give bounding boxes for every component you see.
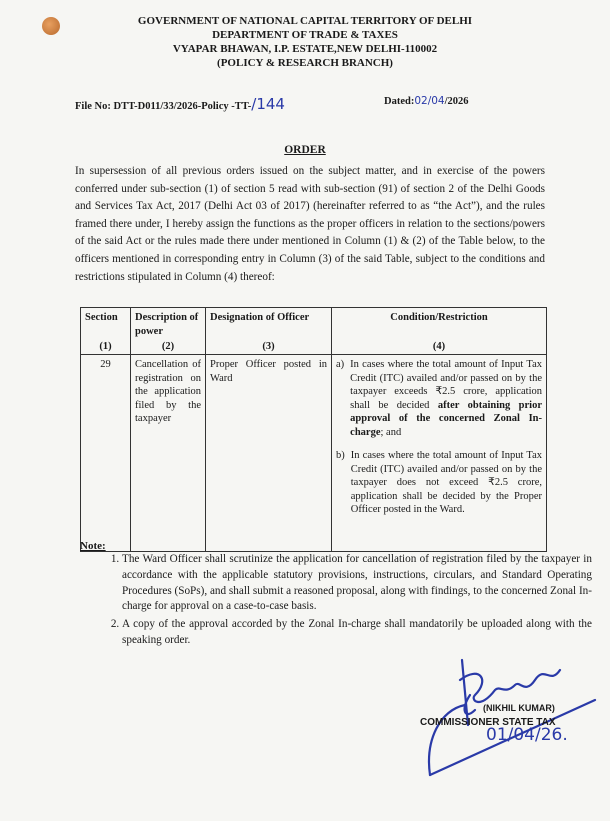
letterhead-line-2: DEPARTMENT OF TRADE & TAXES	[212, 29, 398, 41]
date-handwritten: 02/04	[414, 95, 445, 107]
cell-section: 29	[81, 355, 131, 552]
signatory-name: (NIKHIL KUMAR)	[483, 703, 555, 713]
condition-text: In cases where the total amount of Input Tax Credit (ITC) availed and/or passed on by the taxpayer does not exceed ₹2.5 crore, application shall be decided by the Proper Officer posted in the Ward.	[350, 450, 542, 515]
date-label: Dated:	[384, 96, 415, 107]
note-item: 2. A copy of the approval accorded by the Zonal In-charge shall mandatorily be uploaded along with the speaking order.	[122, 617, 592, 649]
note-heading: Note:	[80, 540, 106, 552]
assignment-table	[80, 307, 547, 552]
condition-a	[336, 358, 542, 439]
date-year: /2026	[444, 96, 469, 107]
table-row	[81, 355, 547, 552]
file-number-label: File No: DTT-D011/33/2026-Policy -TT-	[75, 101, 252, 112]
cell-description: Cancellation of registration on the application filed by the taxpayer	[131, 355, 206, 552]
header-section: Section (1)	[81, 308, 131, 355]
letterhead-line-4: (POLICY & RESEARCH BRANCH)	[217, 57, 393, 69]
date	[384, 95, 469, 107]
signature-date: 01/04/26.	[486, 725, 568, 745]
file-number-handwritten: /144	[251, 95, 285, 113]
condition-b	[336, 449, 542, 517]
note-list	[82, 552, 592, 651]
cell-designation: Proper Officer posted in Ward	[206, 355, 332, 552]
table-header-row	[81, 308, 547, 355]
order-title: ORDER	[284, 144, 326, 156]
letterhead	[0, 14, 610, 70]
letterhead-line-3: VYAPAR BHAWAN, I.P. ESTATE,NEW DELHI-110002	[172, 43, 438, 55]
condition-marker: b)	[336, 450, 345, 461]
condition-text: In cases where the total amount of Input Tax Credit (ITC) availed and/or passed on by the taxpayer exceeds ₹2.5 crore, application shall be decided after obtaining prior approval of the concerned Zonal In-charge; and	[350, 359, 542, 438]
cell-conditions	[332, 355, 547, 552]
note-item: 1. The Ward Officer shall scrutinize the application for cancellation of registration filed by the taxpayer in accordance with the applicable statutory provisions, instructions, circulars, and Standard Operating Procedures (SoPs), and shall submit a reasoned proposal, along with findings, to the concerned Zonal In-charge for approval on a case-to-case basis.	[122, 552, 592, 615]
file-number	[75, 95, 285, 113]
signatory-designation: COMMISSIONER STATE TAX	[420, 717, 556, 728]
letterhead-line-1: GOVERNMENT OF NATIONAL CAPITAL TERRITORY OF DELHI	[137, 15, 473, 27]
signature-icon	[420, 640, 610, 790]
order-paragraph: In supersession of all previous orders issued on the subject matter, and in exercise of the powers conferred under sub-section (1) of section 5 read with sub-section (91) of section 2 of the Delhi Goods and Services Tax Act, 2017 (Delhi Act 03 of 2017) (hereinafter referred to as “the Act”), and the rules framed there under, I hereby assign the functions as the proper officers in relation to the sections/powers of the said Act or the rules made there under mentioned in Column (1) & (2) of the Table below, to the officers mentioned in corresponding entry in Column (3) of the said Table, subject to the conditions and restrictions stipulated in Column (4) thereof:	[75, 165, 545, 283]
header-description: Description of power (2)	[131, 308, 206, 355]
condition-marker: a)	[336, 359, 345, 370]
header-condition: Condition/Restriction (4)	[332, 308, 547, 355]
header-designation: Designation of Officer (3)	[206, 308, 332, 355]
